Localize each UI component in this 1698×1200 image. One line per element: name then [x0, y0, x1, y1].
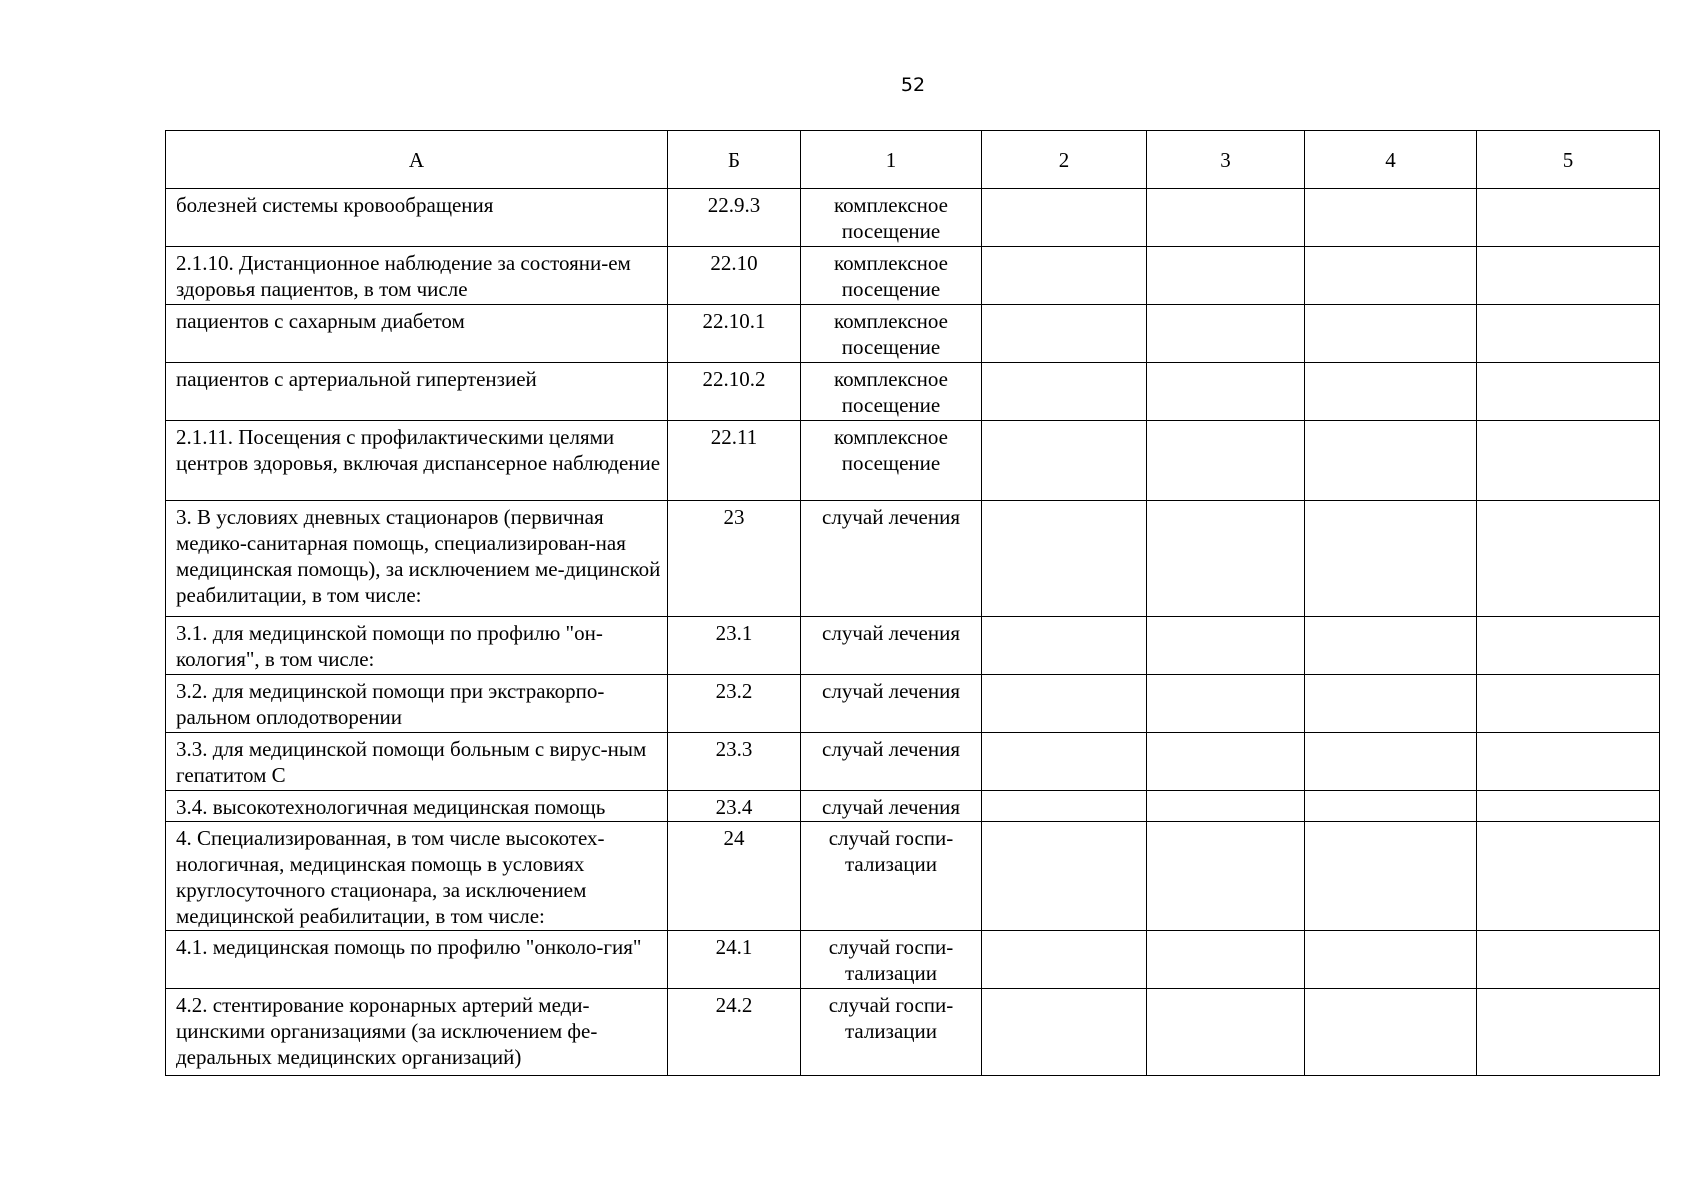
- table-cell-c4: [1305, 363, 1477, 421]
- data-table: [165, 130, 1660, 1076]
- header-cell-a: А: [166, 131, 668, 189]
- header-cell-1: 1: [801, 131, 982, 189]
- table-cell-c2: [982, 247, 1147, 305]
- table-cell-a: 3.2. для медицинской помощи при экстракорпо-ральном оплодотворении: [166, 675, 668, 733]
- table-cell-c4: [1305, 305, 1477, 363]
- table-cell-c5: [1477, 675, 1660, 733]
- table-row: [166, 617, 1660, 675]
- table-cell-a: 3.1. для медицинской помощи по профилю "он-кология", в том числе:: [166, 617, 668, 675]
- table-row: [166, 189, 1660, 247]
- table-cell-b: 23.3: [668, 733, 801, 791]
- table-cell-c5: [1477, 501, 1660, 617]
- table-cell-c5: [1477, 189, 1660, 247]
- table-cell-c2: [982, 363, 1147, 421]
- table-cell-c2: [982, 421, 1147, 501]
- table-cell-c5: [1477, 931, 1660, 989]
- table-cell-a: пациентов с сахарным диабетом: [166, 305, 668, 363]
- table-cell-a: 3.4. высокотехнологичная медицинская помощь: [166, 791, 668, 822]
- table-cell-c1: комплексное посещение: [801, 421, 982, 501]
- table-cell-c3: [1147, 363, 1305, 421]
- table-cell-c3: [1147, 733, 1305, 791]
- table-cell-c5: [1477, 617, 1660, 675]
- table-cell-c3: [1147, 617, 1305, 675]
- table-cell-b: 24: [668, 822, 801, 931]
- table-cell-b: 22.10.2: [668, 363, 801, 421]
- table-row: [166, 733, 1660, 791]
- table-cell-b: 24.2: [668, 989, 801, 1076]
- table-cell-c3: [1147, 989, 1305, 1076]
- table-cell-c3: [1147, 189, 1305, 247]
- header-cell-4: 4: [1305, 131, 1477, 189]
- table-cell-c3: [1147, 931, 1305, 989]
- table-cell-c2: [982, 617, 1147, 675]
- table-cell-c4: [1305, 421, 1477, 501]
- table-cell-c5: [1477, 421, 1660, 501]
- table-cell-c5: [1477, 305, 1660, 363]
- table-cell-a: 3. В условиях дневных стационаров (первичная медико-санитарная помощь, специализирован-ная медицинская помощь), за исключением ме-дицинской реабилитации, в том числе:: [166, 501, 668, 617]
- table-cell-a: 2.1.11. Посещения с профилактическими целями центров здоровья, включая диспансерное наблюдение: [166, 421, 668, 501]
- table-cell-b: 23: [668, 501, 801, 617]
- table-row: [166, 931, 1660, 989]
- table-cell-c4: [1305, 733, 1477, 791]
- table-cell-c3: [1147, 247, 1305, 305]
- table-row: [166, 305, 1660, 363]
- header-cell-3: 3: [1147, 131, 1305, 189]
- table-cell-c5: [1477, 822, 1660, 931]
- table-cell-c1: комплексное посещение: [801, 247, 982, 305]
- table-row: [166, 501, 1660, 617]
- table-row: [166, 822, 1660, 931]
- header-cell-2: 2: [982, 131, 1147, 189]
- table-cell-c1: случай лечения: [801, 617, 982, 675]
- table-cell-b: 22.9.3: [668, 189, 801, 247]
- table-cell-c1: случай лечения: [801, 791, 982, 822]
- table-cell-c3: [1147, 791, 1305, 822]
- table-cell-b: 22.11: [668, 421, 801, 501]
- table-cell-b: 23.2: [668, 675, 801, 733]
- table-cell-c5: [1477, 791, 1660, 822]
- page-number: 52: [900, 74, 926, 96]
- table-cell-c1: случай госпи-тализации: [801, 989, 982, 1076]
- table-row: [166, 363, 1660, 421]
- table-cell-a: пациентов с артериальной гипертензией: [166, 363, 668, 421]
- table-row: [166, 421, 1660, 501]
- table-cell-c1: случай лечения: [801, 501, 982, 617]
- table-cell-c3: [1147, 675, 1305, 733]
- table-cell-b: 22.10.1: [668, 305, 801, 363]
- table-cell-c3: [1147, 501, 1305, 617]
- table-cell-c2: [982, 791, 1147, 822]
- table-cell-c4: [1305, 247, 1477, 305]
- table-cell-a: 4. Специализированная, в том числе высокотех-нологичная, медицинская помощь в условиях круглосуточного стационара, за исключением медицинской реабилитации, в том числе:: [166, 822, 668, 931]
- table-row: [166, 989, 1660, 1076]
- table-cell-a: 3.3. для медицинской помощи больным с вирус-ным гепатитом С: [166, 733, 668, 791]
- table-cell-c1: случай госпи-тализации: [801, 931, 982, 989]
- table-row: [166, 675, 1660, 733]
- table-cell-c3: [1147, 421, 1305, 501]
- table-cell-c3: [1147, 822, 1305, 931]
- table-cell-c4: [1305, 989, 1477, 1076]
- header-cell-b: Б: [668, 131, 801, 189]
- table-cell-c2: [982, 989, 1147, 1076]
- table-cell-c2: [982, 733, 1147, 791]
- table-cell-c1: случай госпи-тализации: [801, 822, 982, 931]
- table-cell-c2: [982, 501, 1147, 617]
- table-cell-c3: [1147, 305, 1305, 363]
- table-cell-c2: [982, 189, 1147, 247]
- table-header-row: [166, 131, 1660, 189]
- table-cell-b: 23.1: [668, 617, 801, 675]
- table-cell-c4: [1305, 791, 1477, 822]
- header-cell-5: 5: [1477, 131, 1660, 189]
- table-cell-c5: [1477, 733, 1660, 791]
- table-cell-c1: случай лечения: [801, 675, 982, 733]
- table-cell-b: 24.1: [668, 931, 801, 989]
- table-cell-a: 2.1.10. Дистанционное наблюдение за состояни-ем здоровья пациентов, в том числе: [166, 247, 668, 305]
- table-cell-c2: [982, 931, 1147, 989]
- table-cell-c5: [1477, 989, 1660, 1076]
- table-cell-c4: [1305, 189, 1477, 247]
- table-cell-c5: [1477, 363, 1660, 421]
- table-cell-c5: [1477, 247, 1660, 305]
- table-cell-c1: комплексное посещение: [801, 189, 982, 247]
- table-cell-c1: комплексное посещение: [801, 305, 982, 363]
- table-cell-a: 4.2. стентирование коронарных артерий меди-цинскими организациями (за исключением фе-деральных медицинских организаций): [166, 989, 668, 1076]
- table-cell-c2: [982, 675, 1147, 733]
- table-cell-a: болезней системы кровообращения: [166, 189, 668, 247]
- table-cell-c2: [982, 305, 1147, 363]
- table-row: [166, 791, 1660, 822]
- table-cell-c4: [1305, 822, 1477, 931]
- table-cell-c4: [1305, 617, 1477, 675]
- table-cell-a: 4.1. медицинская помощь по профилю "онколо-гия": [166, 931, 668, 989]
- table-cell-b: 22.10: [668, 247, 801, 305]
- table-cell-c2: [982, 822, 1147, 931]
- table-cell-b: 23.4: [668, 791, 801, 822]
- table-row: [166, 247, 1660, 305]
- table-body: [166, 131, 1660, 1076]
- table-cell-c1: случай лечения: [801, 733, 982, 791]
- table-cell-c4: [1305, 501, 1477, 617]
- table-cell-c4: [1305, 675, 1477, 733]
- table-cell-c4: [1305, 931, 1477, 989]
- table-cell-c1: комплексное посещение: [801, 363, 982, 421]
